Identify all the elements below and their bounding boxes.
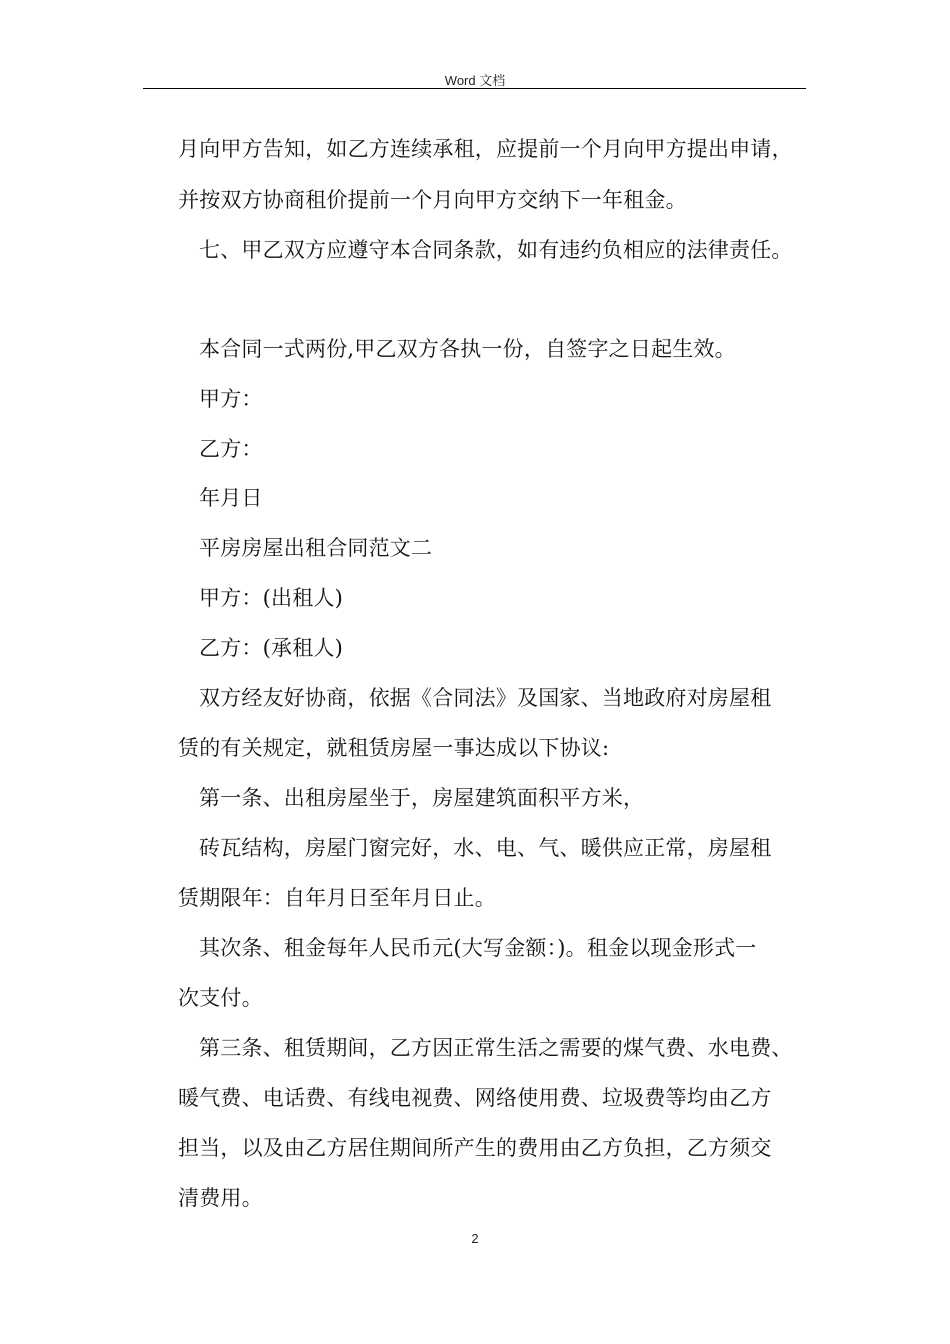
body-line: 乙方：(承租人) (199, 636, 343, 660)
body-line: 七、甲乙双方应遵守本合同条款，如有违约负相应的法律责任。 (199, 238, 793, 262)
body-line: 担当，以及由乙方居住期间所产生的费用由乙方负担，乙方须交 (178, 1136, 772, 1160)
body-line: 赁期限年：自年月日至年月日止。 (178, 886, 496, 910)
body-line: 双方经友好协商，依据《合同法》及国家、当地政府对房屋租 (199, 686, 772, 710)
body-line: 赁的有关规定，就租赁房屋一事达成以下协议: (178, 736, 610, 760)
body-line: 并按双方协商租价提前一个月向甲方交纳下一年租金。 (178, 188, 687, 212)
body-line: 第一条、出租房屋坐于，房屋建筑面积平方米， (199, 786, 645, 810)
body-line: 次支付。 (178, 986, 263, 1010)
body-line: 甲方： (199, 387, 263, 411)
body-line: 乙方： (199, 437, 263, 461)
body-line: 第三条、租赁期间，乙方因正常生活之需要的煤气费、水电费、 (199, 1036, 793, 1060)
body-line: 年月日 (199, 486, 263, 510)
body-line: 清费用。 (178, 1186, 263, 1210)
section-title: 平房房屋出租合同范文二 (199, 536, 433, 560)
body-line: 甲方：(出租人) (199, 586, 343, 610)
body-line: 暖气费、电话费、有线电视费、网络使用费、垃圾费等均由乙方 (178, 1086, 772, 1110)
body-line: 砖瓦结构，房屋门窗完好，水、电、气、暖供应正常，房屋租 (199, 836, 772, 860)
body-line: 本合同一式两份,甲乙双方各执一份，自签字之日起生效。 (199, 337, 736, 361)
body-line: 其次条、租金每年人民币元(大写金额：)。租金以现金形式一 (199, 936, 757, 960)
header-label: Word 文档 (444, 73, 506, 88)
body-line: 月向甲方告知，如乙方连续承租，应提前一个月向甲方提出申请， (178, 137, 793, 161)
page-number: 2 (471, 1231, 479, 1246)
header-divider (143, 88, 806, 89)
